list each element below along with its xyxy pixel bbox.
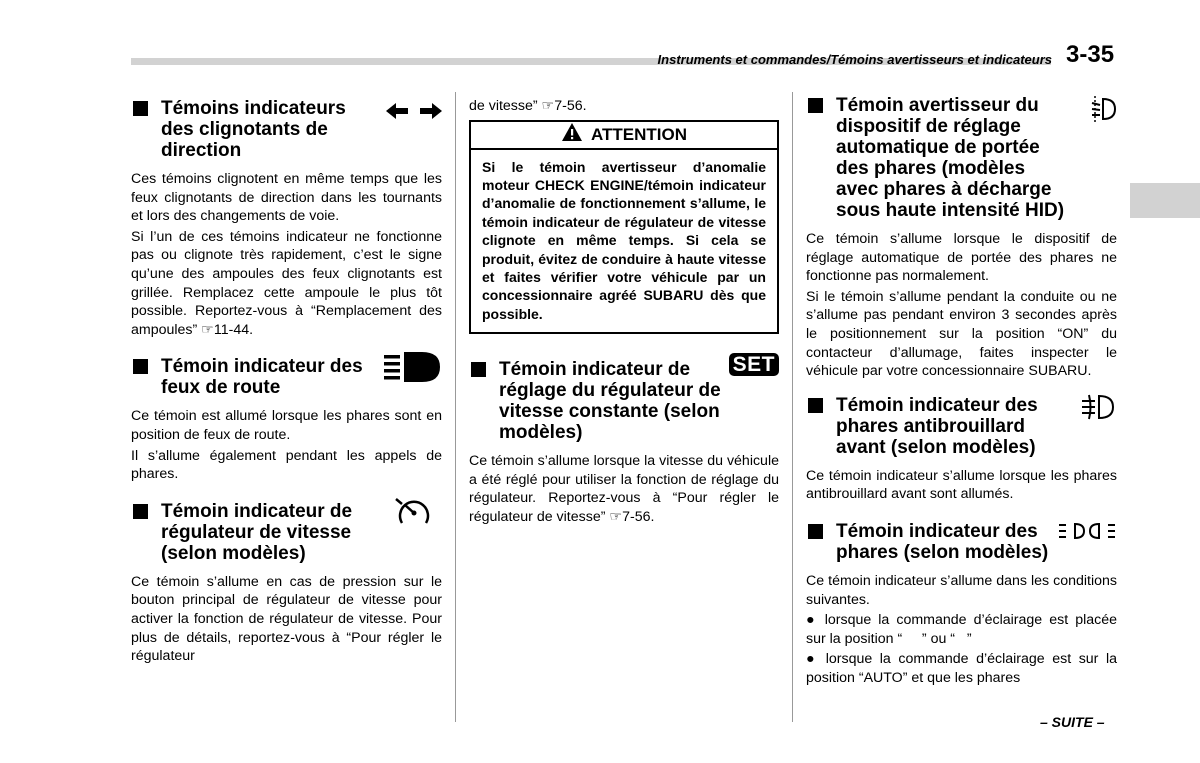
column-divider xyxy=(455,92,456,722)
paragraph: Ce témoin indicateur s’allume lorsque les phares antibrouillard avant sont allumés. xyxy=(806,467,1117,503)
paragraph: Ce témoin s’allume lorsque le dispositif de réglage automatique de portée des phares ne fonctionne pas normalement. xyxy=(806,231,1117,285)
front-fog-light-icon xyxy=(1079,393,1117,426)
running-header: Instruments et commandes/Témoins avertisseurs et indicateurs xyxy=(657,52,1052,67)
attention-body: Si le témoin avertisseur d’anomalie moteur CHECK ENGINE/témoin indicateur d’anomalie de fonctionnement s’allume, le témoin indicateur de régulateur de vitesse clignote en même temps. Si cela se produit, évitez de conduire à haute vitesse et faites vérifier votre véhicule par un concessionnaire agréé SUBARU dès que possible. xyxy=(482,158,766,322)
paragraph: Si l’un de ces témoins indicateur ne fonctionne pas ou clignote très rapidement, c’est le signe qu’une des ampoules des feux clignotants est grillée. Remplacez cette ampoule le plus tôt possible. Reportez-vous à “Remplacement des ampoules” ☞11-44. xyxy=(131,228,442,338)
high-beam-icon xyxy=(382,350,442,389)
paragraph: Si le témoin s’allume pendant la conduite ou ne s’allume pas pendant environ 3 secondes après le positionnement sur la position “ON” du contacteur d’allumage, faites inspecter le véhicule par votre concessionnaire SUBARU. xyxy=(806,288,1117,380)
bullet-item: ● lorsque la commande d’éclairage est sur la position “AUTO” et que les phares xyxy=(806,651,1117,686)
left-column xyxy=(131,95,442,668)
heading-text: Témoins indicateurs des clignotants de direction xyxy=(161,98,346,161)
paragraph: Ce témoin indicateur s’allume dans les conditions suivantes. xyxy=(806,572,1117,608)
section-heading-headlights xyxy=(806,521,1117,563)
section-heading-hid-leveling xyxy=(806,95,1117,221)
paragraph: Ce témoin s’allume lorsque la vitesse du véhicule a été réglé pour utiliser la fonction de réglage du régulateur. Reportez-vous à “Pour régler le régulateur de vitesse” ☞7-56. xyxy=(469,453,779,526)
bullet-square xyxy=(133,359,148,374)
headlight-indicator-icon xyxy=(1057,522,1117,545)
chapter-tab xyxy=(1130,183,1200,218)
section-heading-cruise xyxy=(131,501,442,564)
bullet-square xyxy=(133,504,148,519)
paragraph-continuation: de vitesse” ☞7-56. xyxy=(469,98,587,114)
section-heading-cruise-set xyxy=(469,353,779,444)
heading-text: Témoin indicateur de régulateur de vitesse (selon modèles) xyxy=(161,500,353,564)
bullet-square xyxy=(808,98,823,113)
cruise-control-icon xyxy=(394,495,434,534)
paragraph: Ce témoin s’allume en cas de pression sur le bouton principal de régulateur de vitesse pour activer la fonction de régulateur de vitesse. Pour plus de détails, reportez-vous à “Pour régler le régulateur xyxy=(131,573,442,665)
headlight-leveling-icon xyxy=(1089,95,1117,130)
bullet-square xyxy=(808,398,823,413)
bullet-square xyxy=(471,362,486,377)
heading-text: Témoin indicateur des phares antibrouillard avant (selon modèles) xyxy=(836,394,1038,458)
heading-text: Témoin indicateur des feux de route xyxy=(161,356,363,399)
section-heading-high-beam xyxy=(131,356,442,398)
attention-title-bar xyxy=(471,122,777,150)
bullet-square xyxy=(133,101,148,116)
heading-text: Témoin indicateur des phares (selon modèles) xyxy=(836,520,1049,563)
paragraph: Ces témoins clignotent en même temps que les feux clignotants de direction dans les tournants et lors des changements de voie. xyxy=(131,171,442,225)
continued-marker: – SUITE – xyxy=(1040,714,1105,730)
set-indicator-icon xyxy=(729,351,779,379)
section-heading-fog xyxy=(806,395,1117,458)
set-badge: SET xyxy=(729,353,779,376)
middle-column xyxy=(469,95,779,529)
bullet-square xyxy=(808,524,823,539)
heading-text: Témoin avertisseur du dispositif de réglage automatique de portée des phares (modèles avec phares à décharge sous haute intensité HID) xyxy=(836,95,1065,221)
paragraph: Ce témoin est allumé lorsque les phares sont en position de feux de route. xyxy=(131,408,442,443)
section-heading-turn-signals xyxy=(131,98,442,161)
attention-box xyxy=(469,120,779,335)
page-number: 3-35 xyxy=(1066,41,1115,68)
paragraph: Il s’allume également pendant les appels de phares. xyxy=(131,447,442,483)
warning-triangle-icon xyxy=(561,122,583,147)
right-column xyxy=(806,95,1117,690)
attention-title: ATTENTION xyxy=(590,124,687,144)
heading-text: Témoin indicateur de réglage du régulateur de vitesse constante (selon modèles) xyxy=(499,359,721,444)
column-divider xyxy=(792,92,793,722)
turn-signal-arrows-icon xyxy=(386,102,442,125)
bullet-item: ● lorsque la commande d’éclairage est placée sur la position “ ” ou “ ” xyxy=(806,612,1117,647)
